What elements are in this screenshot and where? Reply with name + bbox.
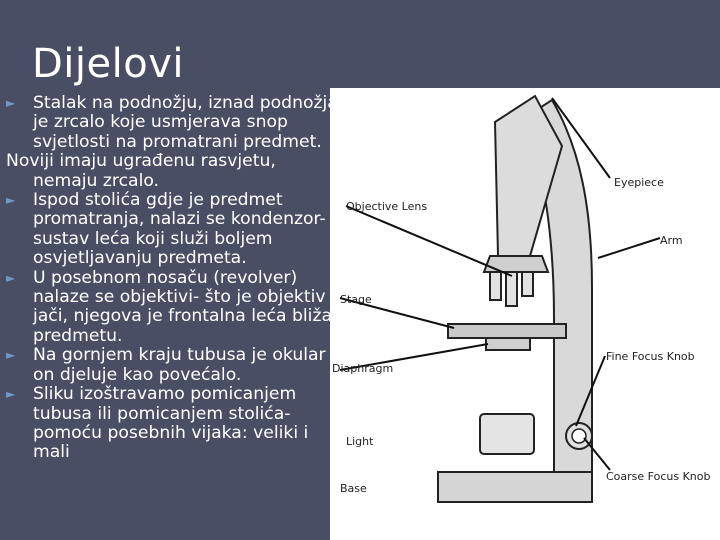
line: osvjetljavanju predmeta. [33, 248, 247, 269]
line: Sliku izoštravamo pomicanjem [33, 384, 297, 405]
label-stage: Stage [340, 293, 372, 306]
nosepiece-shape [484, 256, 548, 272]
stage-shape [448, 324, 566, 338]
arm-pointer [598, 238, 660, 258]
fine-knob [572, 429, 586, 443]
line: mali [33, 442, 70, 463]
bullet-arrow-icon: ► [6, 96, 16, 110]
label-light: Light [346, 435, 374, 448]
line: tubusa ili pomicanjem stolića- [33, 403, 291, 424]
line: sustav leća koji služi boljem [33, 228, 273, 249]
line: jači, njegova je frontalna leća bliža [33, 306, 333, 327]
paragraph-5 [6, 346, 354, 385]
label-eyepiece: Eyepiece [614, 176, 664, 189]
line: predmetu. [33, 325, 123, 346]
paragraph-6 [6, 385, 354, 463]
line: Na gornjem kraju tubusa je okular [33, 345, 326, 366]
bullet-arrow-icon: ► [6, 348, 16, 363]
label-fine-focus: Fine Focus Knob [606, 350, 695, 363]
line: Noviji imaju ugrađenu rasvjetu, [6, 151, 276, 172]
paragraph-2 [6, 152, 354, 191]
diaphragm-shape [486, 338, 530, 350]
label-arm: Arm [660, 234, 683, 247]
bullet-arrow-icon: ► [6, 193, 16, 208]
line: Stalak na podnožju, iznad podnožja [33, 93, 338, 113]
line: pomoću posebnih vijaka: veliki i [33, 422, 309, 443]
slide-title: Dijelovi [32, 41, 185, 87]
line: svjetlosti na promatrani predmet. [33, 131, 322, 152]
label-base: Base [340, 482, 367, 495]
objective-1 [490, 272, 501, 300]
microscope-diagram [330, 88, 720, 540]
microscope-drawing [330, 88, 720, 540]
bullet-arrow-icon: ► [6, 387, 16, 402]
paragraph-1 [6, 94, 354, 152]
paragraph-4 [6, 269, 354, 347]
paragraph-3 [6, 191, 354, 269]
label-diaphragm: Diaphragm [332, 362, 394, 375]
label-objective-lens: Objective Lens [346, 200, 428, 213]
base-shape [438, 472, 592, 502]
line: U posebnom nosaču (revolver) [33, 267, 298, 288]
line: Ispod stolića gdje je predmet [33, 190, 283, 211]
line: on djeluje kao povećalo. [33, 364, 242, 385]
slide-body [6, 94, 354, 463]
line: nalaze se objektivi- što je objektiv [33, 287, 326, 308]
line: promatranja, nalazi se kondenzor- [33, 209, 326, 230]
objective-2 [506, 272, 517, 306]
line: je zrcalo koje usmjerava snop [33, 112, 288, 133]
light-shape [480, 414, 534, 454]
bullet-arrow-icon: ► [6, 270, 16, 285]
line: nemaju zrcalo. [33, 170, 160, 191]
label-coarse-focus: Coarse Focus Knob [606, 470, 711, 483]
objective-pointer [346, 206, 512, 276]
objective-3 [522, 272, 533, 296]
